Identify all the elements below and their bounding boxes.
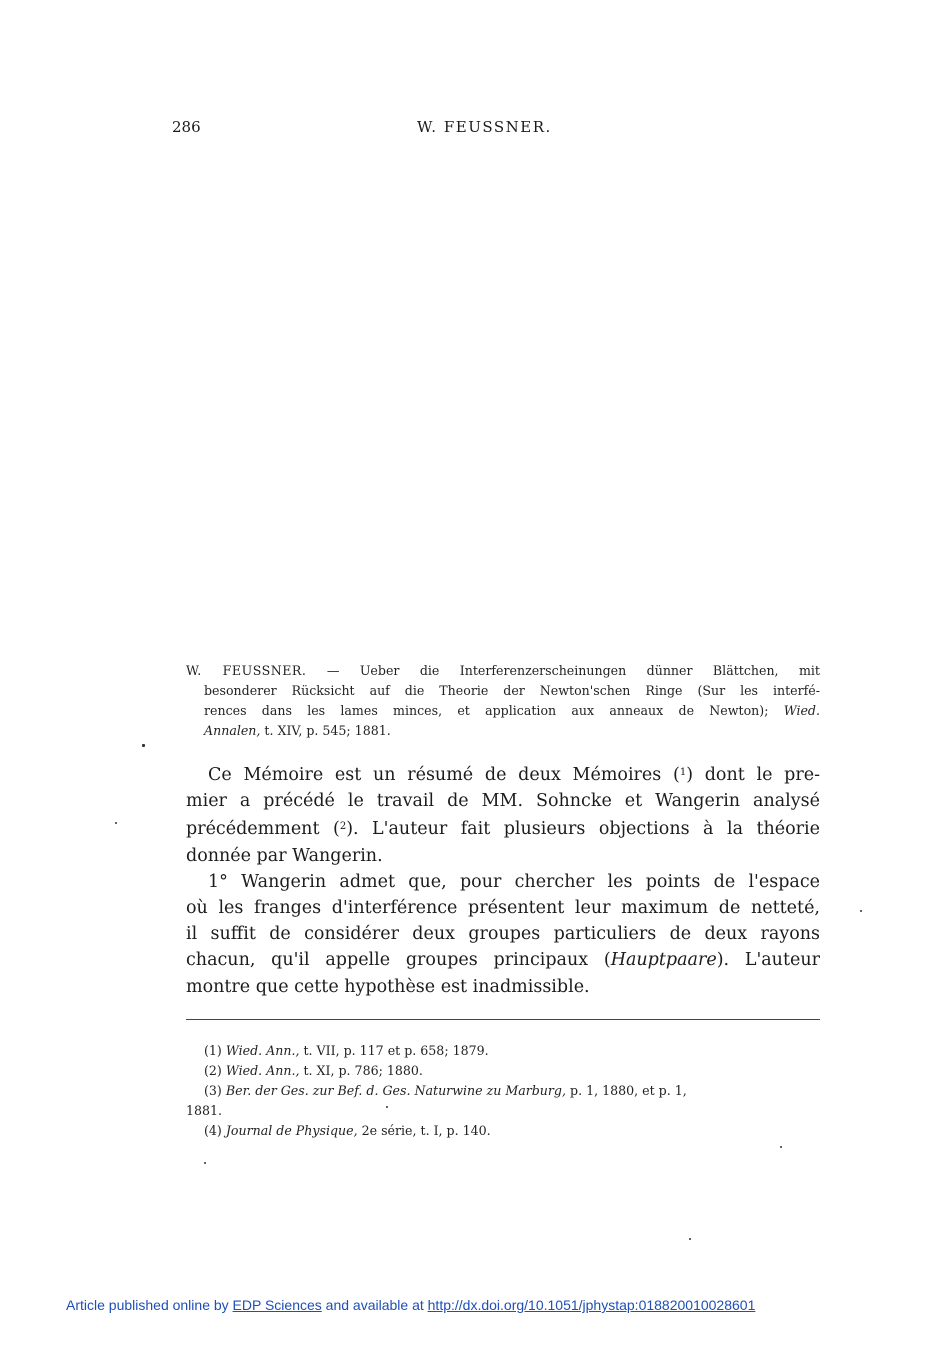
- reference-line-3: [186, 701, 820, 721]
- footnote-marker: 1: [679, 767, 687, 778]
- publisher-link[interactable]: EDP Sciences: [232, 1297, 322, 1313]
- footnote-source: Wied. Ann.,: [225, 1043, 300, 1058]
- paragraph-2-line-2: où les franges d'interférence présentent leur maximum de netteté,: [186, 898, 820, 919]
- text-run: Ce Mémoire est un résumé de deux Mémoires (: [208, 765, 680, 785]
- footnote-details: 2e série, t. I, p. 140.: [357, 1123, 491, 1138]
- paragraph-2-line-5: montre que cette hypothèse est inadmissible.: [186, 976, 590, 997]
- footnote-marker: (1): [204, 1043, 222, 1058]
- footnote-3-continuation: 1881.: [186, 1103, 223, 1118]
- scan-speck: [689, 1238, 691, 1240]
- footnote-marker: 2: [339, 821, 347, 833]
- scan-speck: [860, 910, 862, 912]
- page-header: [0, 118, 930, 142]
- footnote-details: p. 1, 1880, et p. 1,: [566, 1083, 687, 1098]
- reference-details: t. XIV, p. 545; 1881.: [260, 723, 391, 738]
- footnote-4: [186, 1121, 826, 1141]
- scan-speck: [386, 1106, 388, 1108]
- footer-prefix: Article published online by: [66, 1297, 233, 1313]
- reference-line-4: [186, 721, 820, 741]
- text-run: ). L'auteur fait plusieurs objections à la théorie: [346, 819, 820, 840]
- reference-line-2: besonderer Rücksicht auf die Theorie der Newton'schen Ringe (Sur les interfé-: [204, 683, 820, 698]
- text-run: ). L'auteur: [716, 950, 820, 971]
- footer-middle: and available at: [321, 1297, 428, 1313]
- publisher-footer: [66, 1297, 866, 1313]
- footnote-marker: (2): [204, 1063, 222, 1078]
- running-title: W. FEUSSNER.: [417, 118, 552, 136]
- footnote-details: t. VII, p. 117 et p. 658; 1879.: [299, 1043, 489, 1058]
- paragraph-1-line-4: donnée par Wangerin.: [186, 845, 383, 866]
- text-run: chacun, qu'il appelle groupes principaux (: [186, 950, 611, 971]
- reference-journal-2: Annalen,: [204, 723, 261, 738]
- footnote-details: t. XI, p. 786; 1880.: [299, 1063, 423, 1078]
- scan-speck: [780, 1146, 782, 1148]
- reference-line-1: [186, 661, 820, 681]
- footnote-source: Journal de Physique,: [225, 1123, 358, 1138]
- text-run: ) dont le pre-: [686, 765, 820, 785]
- footnote-marker: (3): [204, 1083, 222, 1098]
- scan-speck: [115, 822, 117, 824]
- footnote-source: Wied. Ann.,: [225, 1063, 300, 1078]
- reference-text-1: — Ueber die Interferenzerscheinungen dünner Blättchen, mit: [306, 663, 820, 678]
- reference-author: W. FEUSSNER.: [186, 663, 307, 678]
- text-run: précédemment (: [186, 819, 340, 840]
- paragraph-2-line-1: 1° Wangerin admet que, pour chercher les points de l'espace: [208, 871, 820, 892]
- scan-speck: [142, 744, 145, 747]
- bibliographic-reference: [186, 661, 820, 741]
- italic-term: Hauptpaare: [610, 950, 717, 971]
- page-number: 286: [172, 118, 201, 136]
- reference-journal-1: Wied.: [783, 703, 820, 718]
- reference-text-3: rences dans les lames minces, et application aux anneaux de Newton);: [204, 703, 769, 718]
- footnote-1: [186, 1041, 826, 1061]
- footnotes: [186, 1041, 826, 1141]
- footnote-marker: (4): [204, 1123, 222, 1138]
- paragraph-1-line-2: mier a précédé le travail de MM. Sohncke et Wangerin analysé: [186, 791, 820, 812]
- paragraph-1-line-3: [186, 814, 820, 842]
- paragraph-2-line-3: il suffit de considérer deux groupes particuliers de deux rayons: [186, 924, 820, 945]
- paragraph-1-line-1: [186, 760, 820, 788]
- footnote-3: [186, 1081, 826, 1101]
- footnote-separator: [186, 1019, 820, 1020]
- footnote-2: [186, 1061, 826, 1081]
- body-text: [186, 760, 820, 1000]
- scan-speck: [204, 1162, 206, 1164]
- paragraph-2-line-4: [186, 947, 820, 973]
- footnote-source: Ber. der Ges. zur Bef. d. Ges. Naturwine zu Marburg,: [225, 1083, 567, 1098]
- doi-link[interactable]: http://dx.doi.org/10.1051/jphystap:018820010028601: [427, 1297, 756, 1313]
